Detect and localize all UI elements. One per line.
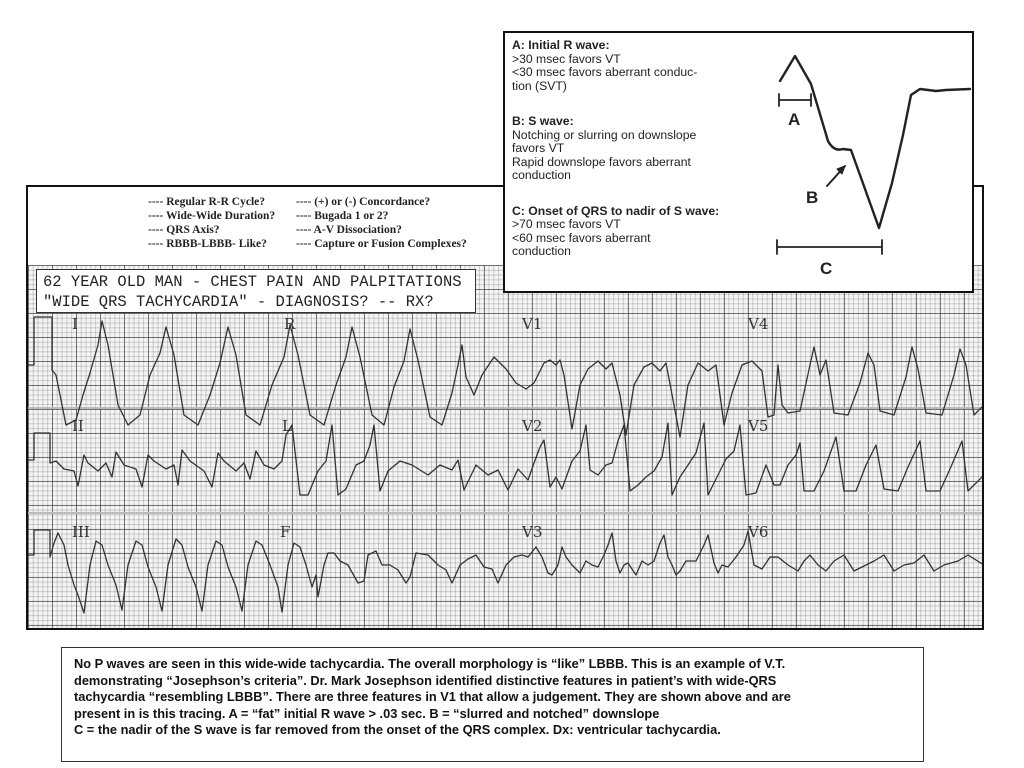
trace-row1 bbox=[28, 317, 984, 437]
lead-label-V2: V2 bbox=[522, 417, 543, 435]
criterion-b-line: Rapid downslope favors aberrant bbox=[512, 154, 691, 169]
checklist-item: ---- Capture or Fusion Complexes? bbox=[296, 238, 467, 250]
criterion-a bbox=[512, 39, 762, 93]
criterion-c-line: >70 msec favors VT bbox=[512, 217, 621, 231]
criterion-a-line: tion (SVT) bbox=[512, 78, 567, 93]
checklist-right-column bbox=[296, 195, 467, 251]
v1-qrs-diagram bbox=[770, 33, 974, 291]
criterion-c-line: conduction bbox=[512, 244, 571, 258]
lead-label-V5: V5 bbox=[748, 417, 769, 435]
criteria-text bbox=[512, 39, 762, 278]
checklist-left-column bbox=[148, 195, 275, 251]
criterion-b-line: conduction bbox=[512, 168, 571, 182]
lead-label-V3: V3 bbox=[522, 523, 543, 541]
trace-row2 bbox=[28, 423, 984, 495]
lead-label-II: II bbox=[72, 417, 84, 435]
ecg-strip bbox=[28, 265, 984, 630]
criterion-a-header: A: Initial R wave: bbox=[512, 38, 610, 52]
measure-a bbox=[779, 94, 811, 106]
explanation-caption bbox=[61, 647, 924, 762]
lead-label-V1: V1 bbox=[522, 315, 543, 333]
ecg-traces bbox=[28, 265, 984, 630]
checklist-item: ---- A-V Dissociation? bbox=[296, 224, 402, 236]
checklist-item: ---- QRS Axis? bbox=[148, 224, 220, 236]
ecg-title-line-1: 62 YEAR OLD MAN - CHEST PAIN AND PALPITATIONS bbox=[43, 273, 462, 291]
diagram-label-a: A bbox=[788, 110, 801, 129]
criterion-c bbox=[512, 205, 762, 259]
diagram-label-c: C bbox=[820, 259, 833, 278]
checklist-item: ---- RBBB-LBBB- Like? bbox=[148, 238, 267, 250]
lead-label-F: F bbox=[280, 523, 291, 541]
caption-line: No P waves are seen in this wide-wide tachycardia. The overall morphology is “like” LBBB. This is an example of V.T. bbox=[74, 656, 786, 671]
ecg-title-box bbox=[36, 269, 476, 313]
criterion-c-header: C: Onset of QRS to nadir of S wave: bbox=[512, 203, 720, 218]
ecg-title-line-2: "WIDE QRS TACHYCARDIA" - DIAGNOSIS? -- RX? bbox=[43, 293, 434, 311]
caption-line: demonstrating “Josephson’s criteria”. Dr. Mark Josephson identified distinctive features in patient’s with wide-QRS bbox=[74, 672, 777, 688]
lead-label-V4: V4 bbox=[748, 315, 769, 333]
lead-label-I: I bbox=[72, 315, 78, 333]
josephson-criteria-inset bbox=[503, 31, 974, 293]
checklist-item: ---- Wide-Wide Duration? bbox=[148, 210, 276, 222]
diagram-label-b: B bbox=[806, 188, 819, 207]
checklist-item: ---- (+) or (-) Concordance? bbox=[296, 196, 431, 208]
measure-c bbox=[777, 240, 882, 254]
criterion-a-line: <30 msec favors aberrant conduc- bbox=[512, 65, 698, 79]
lead-label-V6: V6 bbox=[748, 523, 769, 541]
lead-label-R: R bbox=[284, 315, 296, 333]
caption-line: tachycardia “resembling LBBB”. There are three features in V1 that allow a judgement. They are shown above and are bbox=[74, 689, 791, 705]
criterion-b-header: B: S wave: bbox=[512, 114, 574, 128]
criterion-b-line: favors VT bbox=[512, 141, 565, 155]
caption-line: C = the nadir of the S wave is far removed from the onset of the QRS complex. Dx: ventricular tachycardia. bbox=[74, 722, 721, 738]
criterion-b bbox=[512, 115, 762, 183]
lead-label-III: III bbox=[72, 523, 90, 541]
lead-label-L: L bbox=[282, 417, 292, 435]
trace-row3 bbox=[28, 530, 984, 613]
checklist-item: ---- Bugada 1 or 2? bbox=[296, 210, 389, 222]
caption-line: present in is this tracing. A = “fat” initial R wave > .03 sec. B = “slurred and notched” downslope bbox=[74, 705, 660, 721]
criterion-b-line: Notching or slurring on downslope bbox=[512, 127, 697, 142]
checklist-item: ---- Regular R-R Cycle? bbox=[148, 196, 265, 208]
criterion-a-line: >30 msec favors VT bbox=[512, 51, 621, 66]
criterion-c-line: <60 msec favors aberrant bbox=[512, 230, 651, 245]
